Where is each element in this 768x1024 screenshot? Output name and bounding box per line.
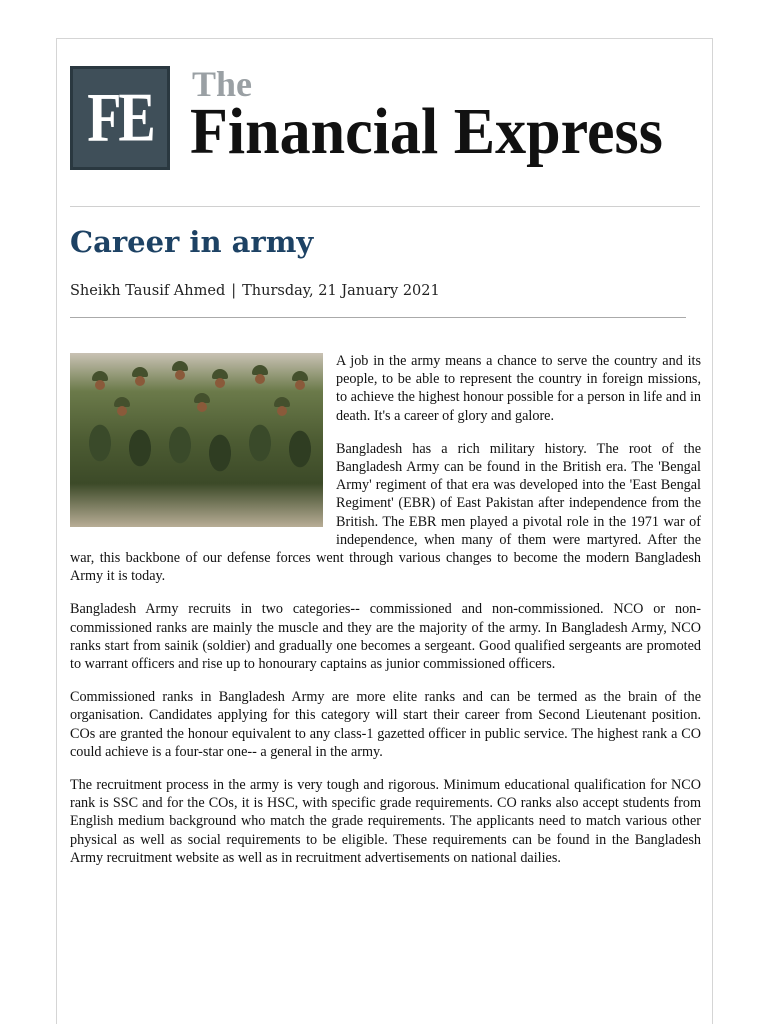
masthead[interactable] <box>70 65 702 173</box>
publish-date: Thursday, 21 January 2021 <box>242 283 440 299</box>
divider <box>70 317 686 318</box>
fe-logo-letters: FE <box>87 79 153 157</box>
article-headline: Career in army <box>70 225 314 259</box>
masthead-title: Financial Express <box>190 95 663 168</box>
article-page <box>56 38 713 1024</box>
paragraph: Bangladesh has a rich military history. The root of the Bangladesh Army can be found in the British era. The 'Bengal Army' regiment of that era was developed into the 'East Bengal Regiment' (EBR) of East Pakistan after independence from the British. The EBR men played a pivotal role in the 1971 war of independence, when many of them were martyred. After the war, this backbone of our defense forces went through various changes to become the modern Bangladesh Army it is today. <box>70 440 701 585</box>
paragraph: Commissioned ranks in Bangladesh Army are more elite ranks and can be termed as the brain of the organisation. Candidates applying for this category will start their career from Second Lieutenant position. COs are granted the honour equivalent to any class-1 gazetted officer in public service. The highest rank a CO could achieve is a four-star one-- a general in the army. <box>70 689 701 760</box>
article-body <box>70 352 701 882</box>
byline-separator: | <box>231 283 237 299</box>
paragraph: A job in the army means a chance to serve the country and its people, to be able to represent the country in foreign missions, to achieve the highest honour possible for a person in life and in death. It's a career of glory and galore. <box>336 353 701 424</box>
divider <box>70 206 700 207</box>
byline <box>70 283 440 299</box>
paragraph: The recruitment process in the army is very tough and rigorous. Minimum educational qualification for NCO rank is SSC and for the COs, it is HSC, with specific grade requirements. CO ranks also accept students from English medium background who match the grade requirements. The applicants need to match various other physical as well as social requirements to be eligible. These requirements can be found in the Bangladesh Army recruitment website as well as in recruitment advertisements on national dailies. <box>70 777 701 866</box>
masthead-the: The <box>192 64 253 104</box>
author-name[interactable]: Sheikh Tausif Ahmed <box>70 283 226 299</box>
fe-logo[interactable] <box>70 66 170 170</box>
paragraph: Bangladesh Army recruits in two categories-- commissioned and non-commissioned. NCO or non-commissioned ranks are mainly the muscle and they are the majority of the army. In Bangladesh Army, NCO ranks start from sainik (soldier) and gradually one becomes a sergeant. Good qualified sergeants are promoted to warrant officers and rise up to honourary captains as junior commissioned officers. <box>70 601 701 673</box>
article-photo-soldiers <box>70 353 323 527</box>
